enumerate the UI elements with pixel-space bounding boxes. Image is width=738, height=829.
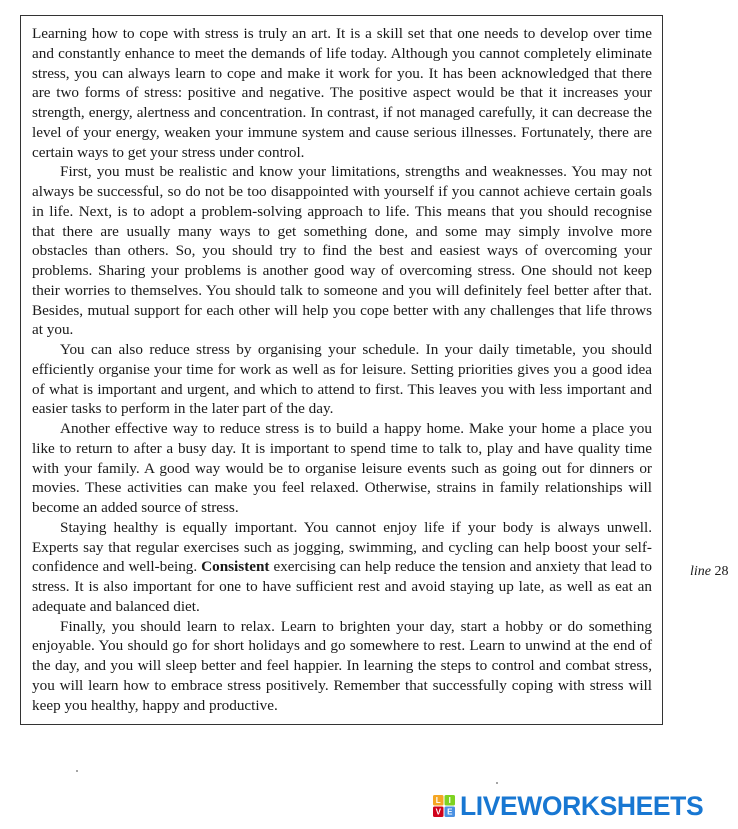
paragraph-6: Finally, you should learn to relax. Learn to brighten your day, start a hobby or do something enjoyable. You should go for short holidays and go somewhere to rest. Learn to unwind at the end of the day, and you will sleep better and feel happier. In learning the steps to control and combat stress, you will learn how to embrace stress positively. Remember that successfully coping with stress will keep you healthy, happy and productive. bbox=[32, 617, 652, 714]
liveworksheets-logo-icon bbox=[432, 794, 456, 818]
brand-name: LIVEWORKSHEETS bbox=[460, 791, 704, 821]
paragraph-2: First, you must be realistic and know your limitations, strengths and weaknesses. You may not always be successful, so do not be too disappointed with yourself if you cannot achieve certain goals in life. Next, is to adopt a problem-solving approach to life. This means that you should recognise that there are usually many ways to get something done, and some may simply involve more obstacles than others. So, you should try to find the best and easiest ways of overcoming your problems. Sharing your problems is another good way of overcoming stress. One should not keep their worries to themselves. You should talk to someone and you will definitely feel better after that. Besides, mutual support for each other will help you cope better with any challenges that life throws at you. bbox=[32, 163, 652, 339]
paragraph-5-text-after: exercising can help reduce the tension and anxiety that lead to stress. It is also important for one to have sufficient rest and avoid staying up late, as well as eat an adequate and balanced diet. bbox=[32, 558, 652, 615]
liveworksheets-brand bbox=[432, 791, 703, 821]
svg-text:E: E bbox=[447, 807, 453, 817]
svg-text:V: V bbox=[435, 807, 441, 817]
paragraph-5 bbox=[32, 518, 652, 617]
svg-text:L: L bbox=[435, 796, 441, 806]
line-marker-label: line bbox=[690, 564, 711, 579]
paragraph-1: Learning how to cope with stress is truly an art. It is a skill set that one needs to develop over time and constantly enhance to meet the demands of life today. Although you cannot completely eliminate stress, you can always learn to cope and make it work for you. It has been acknowledged that there are two forms of stress: positive and negative. The positive aspect would be that it increases your strength, energy, alertness and concentration. In contrast, if not managed carefully, it can decrease the level of your energy, weaken your immune system and cause serious illnesses. Fortunately, there are certain ways to get your stress under control. bbox=[32, 25, 652, 161]
scan-speck bbox=[496, 782, 498, 784]
line-number-marker bbox=[690, 564, 729, 580]
scan-speck bbox=[76, 770, 78, 772]
paragraph-5-text-before: Staying healthy is equally important. You cannot enjoy life if your body is always unwell. Experts say that regular exercises such as jogging, swimming, and cycling can help boost your self-confidence and well-being. bbox=[32, 518, 652, 576]
paragraph-3: You can also reduce stress by organising your schedule. In your daily timetable, you should efficiently organise your time for work as well as for leisure. Setting priorities gives you a good idea of what is important and urgent, and which to attend to first. This leaves you with less important and easier tasks to perform in the later part of the day. bbox=[32, 341, 652, 418]
paragraph-4: Another effective way to reduce stress is to build a happy home. Make your home a place you like to return to after a busy day. It is important to spend time to talk to, play and have quality time with your family. A good way would be to organise leisure events such as going out for dinners or movies. These activities can make you feel relaxed. Otherwise, strains in family relationships will become an added source of stress. bbox=[32, 420, 652, 516]
highlighted-word: Consistent bbox=[201, 558, 270, 576]
svg-text:I: I bbox=[448, 796, 451, 806]
reading-passage bbox=[20, 15, 663, 725]
line-marker-number: 28 bbox=[714, 564, 729, 579]
